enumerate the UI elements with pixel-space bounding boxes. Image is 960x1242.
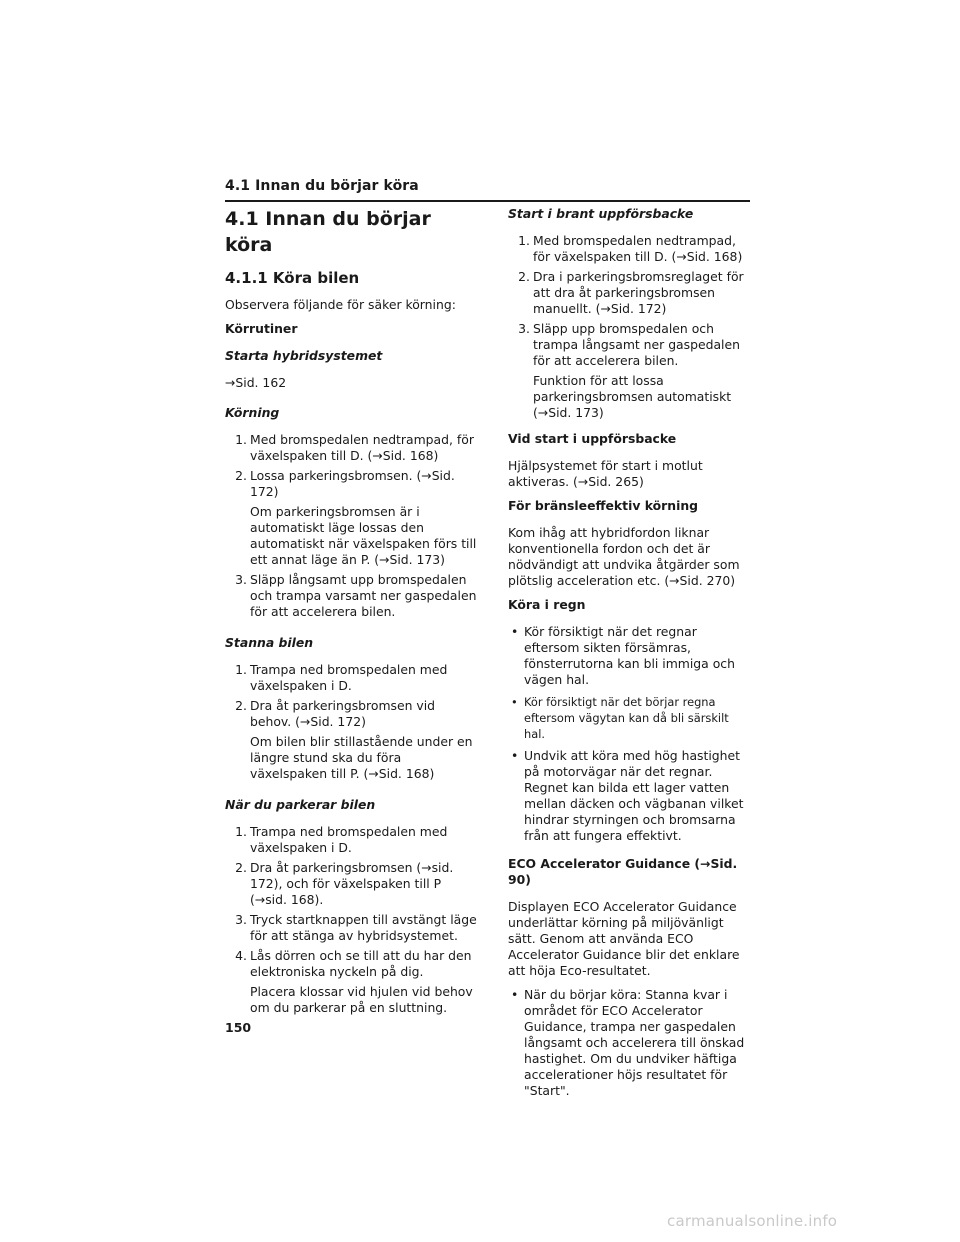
start-heading: Starta hybridsystemet: [225, 348, 383, 363]
hill-note: Funktion för att lossa parkeringsbromsen automatiskt (→Sid. 173): [533, 373, 732, 420]
intro-text: Observera följande för säker körning:: [225, 297, 456, 312]
list-item: 1. Trampa ned bromspedalen med växelspaken i D.: [235, 662, 448, 693]
left-column: [225, 206, 480, 1020]
header-rule: [225, 200, 750, 202]
driving-note: Om parkeringsbromsen är i automatiskt läge lossas den automatiskt när växelspaken förs till ett annat läge än P. (→Sid. 173): [250, 504, 477, 567]
list-item: • Kör försiktigt när det regnar eftersom sikten försämras, fönsterrutorna kan bli immiga och vägen hal.: [511, 624, 735, 687]
stop-note: Om bilen blir stillastående under en längre stund ska du föra växelspaken till P. (→Sid. 168): [250, 734, 473, 781]
list-item: 2. Dra i parkeringsbromsreglaget för att dra åt parkeringsbromsen manuellt. (→Sid. 172): [518, 269, 744, 316]
list-item: 4. Lås dörren och se till att du har den elektroniska nyckeln på dig.: [235, 948, 472, 979]
running-header: [225, 178, 750, 202]
park-heading: När du parkerar bilen: [225, 797, 376, 812]
watermark: carmanualsonline.info: [667, 1212, 838, 1230]
list-item: 3. Släpp långsamt upp bromspedalen och trampa varsamt ner gaspedalen för att accelerera bilen.: [235, 572, 477, 619]
list-item: 2. Dra åt parkeringsbromsen (→sid. 172), och för växelspaken till P (→sid. 168).: [235, 860, 454, 907]
park-note: Placera klossar vid hjulen vid behov om du parkerar på en sluttning.: [250, 984, 473, 1015]
driving-heading: Körning: [225, 405, 280, 420]
right-column: [508, 206, 752, 1105]
start-ref: →Sid. 162: [225, 375, 287, 390]
list-item: 2. Lossa parkeringsbromsen. (→Sid. 172): [235, 468, 455, 499]
list-item: 2. Dra åt parkeringsbromsen vid behov. (→Sid. 172): [235, 698, 436, 729]
list-item: • Undvik att köra med hög hastighet på motorvägar när det regnar. Regnet kan bilda ett lager vatten mellan däcken och vägbanan vilket hindrar styrningen och bromsarna från att fungera effektivt.: [511, 748, 744, 843]
fuel-heading: För bränsleeffektiv körning: [508, 498, 699, 513]
list-item: • Kör försiktigt när det börjar regna eftersom vägytan kan då bli särskilt hal.: [511, 695, 729, 741]
routines-heading: Körrutiner: [225, 321, 298, 336]
stop-heading: Stanna bilen: [225, 635, 314, 650]
header-title: 4.1 Innan du börjar köra: [225, 178, 419, 194]
fuel-text: Kom ihåg att hybridfordon liknar konventionella fordon och det är nödvändigt att undvika åtgärder som plötslig acceleration etc. (→Sid. 270): [508, 525, 740, 588]
list-item: 1. Trampa ned bromspedalen med växelspaken i D.: [235, 824, 448, 855]
list-item: • När du börjar köra: Stanna kvar i området för ECO Accelerator Guidance, trampa ner gaspedalen långsamt och accelerera till önskad hastighet. Om du undviker häftiga accelerationer höjs resultatet för "Start".: [511, 987, 745, 1098]
list-item: 1. Med bromspedalen nedtrampad, för växelspaken till D. (→Sid. 168): [518, 233, 743, 264]
subsection-title: 4.1.1 Köra bilen: [225, 269, 360, 287]
eco-text: Displayen ECO Accelerator Guidance underlättar körning på miljövänligt sätt. Genom att använda ECO Accelerator Guidance blir det enklare att höja Eco-resultatet.: [508, 899, 740, 978]
section-title: 4.1 Innan du börjar köra: [225, 208, 431, 256]
rain-heading: Köra i regn: [508, 597, 586, 612]
list-item: 3. Tryck startknappen till avstängt läge för att stänga av hybridsystemet.: [235, 912, 477, 943]
list-item: 3. Släpp upp bromspedalen och trampa långsamt ner gaspedalen för att accelerera bilen.: [518, 321, 740, 368]
uphill-heading: Vid start i uppförsbacke: [508, 431, 677, 446]
page-number: 150: [225, 1020, 252, 1035]
uphill-text: Hjälpsystemet för start i motlut aktiveras. (→Sid. 265): [508, 458, 703, 489]
hill-heading: Start i brant uppförsbacke: [508, 206, 694, 221]
list-item: 1. Med bromspedalen nedtrampad, för växelspaken till D. (→Sid. 168): [235, 432, 474, 463]
eco-heading: ECO Accelerator Guidance (→Sid. 90): [508, 856, 738, 887]
